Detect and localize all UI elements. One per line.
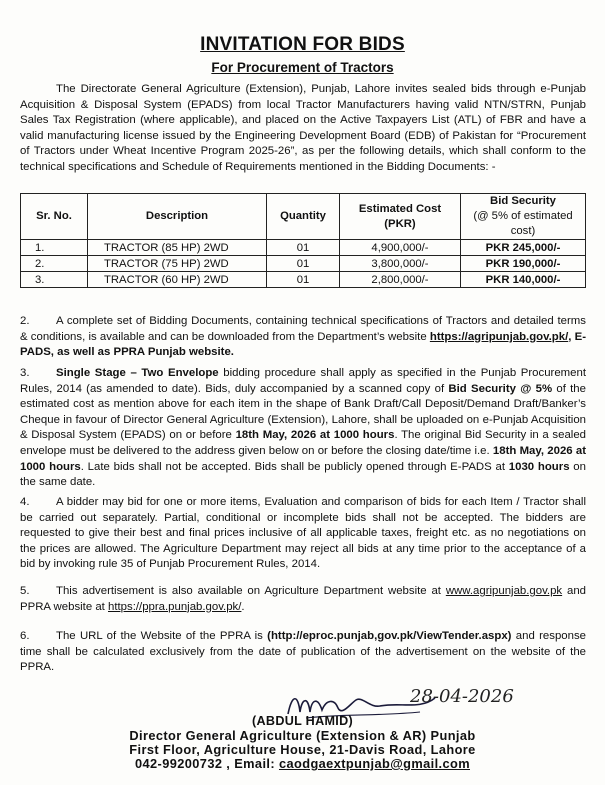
paragraph-2: 2. A complete set of Bidding Documents, containing technical specifications of Tractors and detailed terms & conditions, is available and can be downloaded from the Department’s website https://agripunjab.gov.pk/, E-PADS, as well as PPRA Punjab website.	[20, 315, 586, 359]
paragraph-3: 3. Single Stage – Two Envelope bidding procedure shall apply as specified in the Punjab Procurement Rules, 2014 (as amended to date). Bids, duly accompanied by a scanned copy of Bid Security @ 5% of the estimated cost as mention above for each item in the shape of Bank Draft/Call Deposit/Demand Draft/Banker’s Cheque in favour of Director General Agriculture (Extension), Lahore, shall be uploaded on e-Punjab Acquisition & Disposal System (EPADS) on or before 18th May, 2026 at 1000 hours. The original Bid Security in a sealed envelope must be delivered to the address given below on or before the closing date/time i.e. 18th May, 2026 at 1000 hours. Late bids shall not be accepted. Bids shall be publicly opened through E-PADS at 1030 hours on the same date.	[20, 367, 587, 489]
table-header-row	[21, 194, 586, 240]
page-subtitle: For Procurement of Tractors	[211, 60, 394, 75]
cell-security: PKR 140,000/-	[461, 272, 586, 288]
paragraph-6: 6. The URL of the Website of the PPRA is (http://eproc.punjab,gov.pk/ViewTender.aspx) and response time shall be calculated exclusively from the date of publication of the advertisement on the website of the PPRA.	[20, 630, 586, 674]
office-address: First Floor, Agriculture House, 21-Davis Road, Lahore	[129, 742, 476, 757]
col-cost-header	[340, 194, 461, 240]
cell-description: TRACTOR (75 HP) 2WD	[88, 256, 267, 272]
intro-text: The Directorate General Agriculture (Extension), Punjab, Lahore invites sealed bids through e-Punjab Acquisition & Disposal System (EPADS) from local Tractor Manufacturers having valid NTN/STRN, Punjab Sales Tax Registration (where applicable), and placed on the Active Taxpayers List (ATL) of FBR and have a valid manufacturing license issued by the Engineering Development Board (EDB) of Pakistan for “Procurement of Tractors under Wheat Incentive Program 2025-26”, as per the following details, which shall conform to the technical specifications and Schedule of Requirements mentioned in the Bidding Documents: -	[20, 83, 586, 173]
col-quantity-header: Quantity	[267, 194, 340, 240]
agripunjab-link[interactable]: https://agripunjab.gov.pk/	[429, 330, 569, 343]
cost-header-line2: (PKR)	[384, 217, 416, 230]
cell-sr: 2.	[21, 256, 88, 272]
cell-sr: 3.	[21, 272, 88, 288]
para-number: 5.	[20, 585, 30, 597]
col-sr-header: Sr. No.	[21, 194, 88, 240]
paragraph-4: 4. A bidder may bid for one or more items, Evaluation and comparison of bids for each Item / Tractor shall be carried out separately. Partial, conditional or incomplete bids shall not be accepted. The bidders are requested to give their best and final prices inclusive of all applicable taxes, freight etc. as no negotiations on the prices are allowed. The Agriculture Department may reject all bids at any time prior to the acceptance of a bid by invoking rule 35 of Punjab Procurement Rules, 2014.	[20, 496, 586, 571]
security-header-line2: (@ 5% of estimated cost)	[473, 210, 573, 237]
phone-number: 042-99200732 , Email:	[135, 756, 279, 771]
cell-cost: 4,900,000/-	[340, 240, 461, 256]
cell-security: PKR 190,000/-	[461, 256, 586, 272]
ppra-website-link[interactable]: https://ppra.punjab.gov.pk/	[108, 600, 242, 613]
cell-cost: 2,800,000/-	[340, 272, 461, 288]
table-row	[21, 240, 586, 256]
closing-deadline: 18th May, 2026 at 1000 hours	[20, 444, 586, 473]
intro-paragraph	[20, 82, 586, 176]
para-number: 4.	[20, 496, 30, 508]
signatory-name: (ABDUL HAMID)	[252, 714, 353, 728]
ppra-tender-url[interactable]: (http://eproc.punjab,gov.pk/ViewTender.aspx)	[267, 630, 512, 642]
page-title: INVITATION FOR BIDS	[200, 34, 405, 55]
table-row	[21, 272, 586, 288]
opening-time: 1030 hours	[508, 460, 570, 473]
cell-cost: 3,800,000/-	[340, 256, 461, 272]
para-number: 3.	[20, 367, 30, 379]
table-row	[21, 256, 586, 272]
col-description-header: Description	[88, 194, 267, 240]
email-link[interactable]: caodgaextpunjab@gmail.com	[278, 756, 470, 771]
agripunjab-website-link[interactable]: www.agripunjab.gov.pk	[445, 585, 563, 597]
para-number: 6.	[20, 630, 30, 642]
cell-quantity: 01	[267, 256, 340, 272]
handwritten-date: 28-04-2026	[410, 686, 514, 707]
cell-description: TRACTOR (85 HP) 2WD	[88, 240, 267, 256]
cell-quantity: 01	[267, 272, 340, 288]
bid-items-table	[20, 193, 586, 288]
paragraph-5: 5. This advertisement is also available on Agriculture Department website at www.agripunjab.gov.pk and PPRA website at https://ppra.punjab.gov.pk/.	[20, 585, 586, 613]
cell-quantity: 01	[267, 240, 340, 256]
cell-security: PKR 245,000/-	[461, 240, 586, 256]
cell-sr: 1.	[21, 240, 88, 256]
cost-header-line1: Estimated Cost	[358, 202, 442, 215]
signatory-title: Director General Agriculture (Extension & AR) Punjab	[129, 728, 476, 743]
contact-line	[0, 757, 605, 771]
para-number: 2.	[20, 315, 30, 327]
col-security-header	[461, 194, 586, 240]
cell-description: TRACTOR (60 HP) 2WD	[88, 272, 267, 288]
submission-deadline: 18th May, 2026 at 1000 hours	[235, 429, 395, 442]
security-header-line1: Bid Security	[490, 195, 556, 207]
